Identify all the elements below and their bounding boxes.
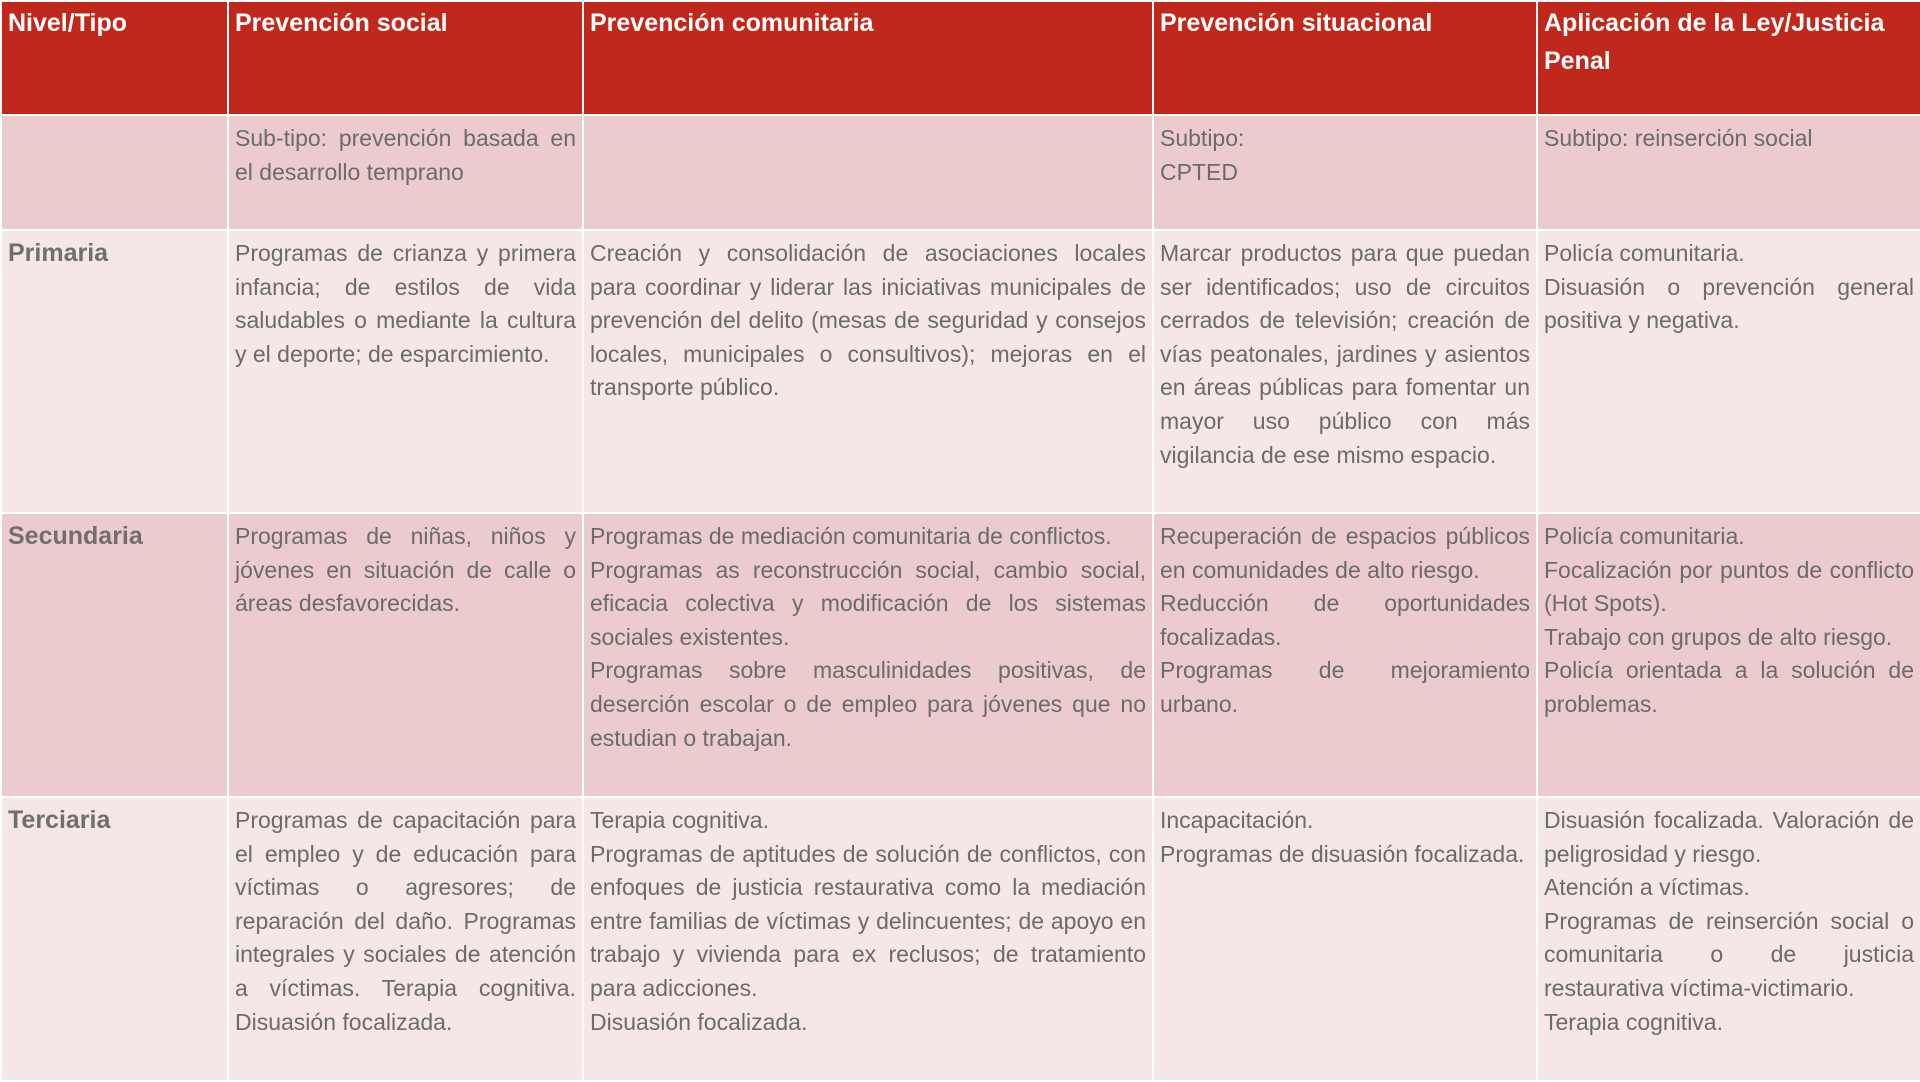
subtype-situacional-line: Subtipo: <box>1160 125 1245 151</box>
subtype-level-empty <box>1 115 228 230</box>
level-terciaria: Terciaria <box>1 797 228 1081</box>
subtype-social: Sub-tipo: prevención basada en el desarrollo temprano <box>228 115 583 230</box>
cell-line: Trabajo con grupos de alto riesgo. <box>1544 623 1893 650</box>
cell-line: Programas de capacitación para el empleo y de educación para víctimas o agresores; de reparación del daño. Programas integrales y sociales de atención a víctimas. Terapia cognitiva. Disuasión focalizada. <box>235 807 576 1035</box>
cell-secundaria-social <box>228 513 583 797</box>
cell-primaria-comunitaria <box>583 230 1153 513</box>
cell-line: Disuasión focalizada. <box>590 1008 808 1035</box>
cell-secundaria-situacional <box>1153 513 1537 797</box>
cell-line: Policía comunitaria. <box>1544 523 1745 549</box>
cell-line: Programas as reconstrucción social, cambio social, eficacia colectiva y modificación de los sistemas sociales existentes. <box>590 556 1146 650</box>
cell-line: Terapia cognitiva. <box>1544 1008 1723 1035</box>
level-primaria: Primaria <box>1 230 228 513</box>
header-aplicacion-ley: Aplicación de la Ley/Justicia Penal <box>1537 1 1920 115</box>
header-prevencion-social: Prevención social <box>228 1 583 115</box>
cell-line: Reducción de oportunidades focalizadas. <box>1160 590 1530 650</box>
cell-line: Disuasión o prevención general positiva y negativa. <box>1544 273 1914 334</box>
subtype-situacional-line: CPTED <box>1160 158 1238 185</box>
cell-line: Programas sobre masculinidades positivas, de deserción escolar o de empleo para jóvenes que no estudian o trabajan. <box>590 657 1146 751</box>
cell-line: Disuasión focalizada. Valoración de peligrosidad y riesgo. <box>1544 807 1914 867</box>
cell-line: Marcar productos para que puedan ser identificados; uso de circuitos cerrados de televisión; creación de vías peatonales, jardines y asientos en áreas públicas para fomentar un mayor uso público con más vigilancia de ese mismo espacio. <box>1160 240 1530 468</box>
header-row <box>1 1 1920 115</box>
cell-terciaria-situacional <box>1153 797 1537 1081</box>
cell-line: Programas de mediación comunitaria de conflictos. <box>590 523 1112 549</box>
cell-line: Focalización por puntos de conflicto (Hot Spots). <box>1544 556 1914 617</box>
header-prevencion-situacional: Prevención situacional <box>1153 1 1537 115</box>
header-prevencion-comunitaria: Prevención comunitaria <box>583 1 1153 115</box>
cell-line: Programas de crianza y primera infancia; de estilos de vida saludables o mediante la cultura y el deporte; de esparcimiento. <box>235 240 576 367</box>
cell-line: Atención a víctimas. <box>1544 874 1750 901</box>
cell-line: Programas de reinserción social o comunitaria o de justicia restaurativa víctima-victimario. <box>1544 907 1914 1001</box>
cell-terciaria-social <box>228 797 583 1081</box>
cell-line: Terapia cognitiva. <box>590 807 769 833</box>
cell-line: Policía comunitaria. <box>1544 240 1745 266</box>
cell-secundaria-justicia <box>1537 513 1920 797</box>
cell-line: Policía orientada a la solución de problemas. <box>1544 657 1914 717</box>
row-terciaria <box>1 797 1920 1081</box>
level-secundaria: Secundaria <box>1 513 228 797</box>
cell-line: Programas de mejoramiento urbano. <box>1160 657 1530 717</box>
cell-primaria-social <box>228 230 583 513</box>
cell-secundaria-comunitaria <box>583 513 1153 797</box>
subtype-justicia: Subtipo: reinserción social <box>1537 115 1920 230</box>
cell-terciaria-justicia <box>1537 797 1920 1081</box>
cell-line: Programas de niñas, niños y jóvenes en situación de calle o áreas desfavorecidas. <box>235 523 576 617</box>
header-nivel-tipo: Nivel/Tipo <box>1 1 228 115</box>
subtype-situacional <box>1153 115 1537 230</box>
cell-primaria-justicia <box>1537 230 1920 513</box>
cell-line: Programas de aptitudes de solución de conflictos, con enfoques de justicia restaurativa como la mediación entre familias de víctimas y delincuentes; de apoyo en trabajo y vivienda para ex reclusos; de tratamiento para adicciones. <box>590 840 1146 1001</box>
cell-line: Programas de disuasión focalizada. <box>1160 840 1525 867</box>
cell-primaria-situacional <box>1153 230 1537 513</box>
subtype-comunitaria <box>583 115 1153 230</box>
row-primaria <box>1 230 1920 513</box>
cell-terciaria-comunitaria <box>583 797 1153 1081</box>
cell-line: Creación y consolidación de asociaciones locales para coordinar y liderar las iniciativas municipales de prevención del delito (mesas de seguridad y consejos locales, municipales o consultivos); mejoras en el transporte público. <box>590 240 1146 401</box>
row-secundaria <box>1 513 1920 797</box>
cell-line: Recuperación de espacios públicos en comunidades de alto riesgo. <box>1160 523 1530 583</box>
subtype-row <box>1 115 1920 230</box>
cell-line: Incapacitación. <box>1160 807 1314 833</box>
